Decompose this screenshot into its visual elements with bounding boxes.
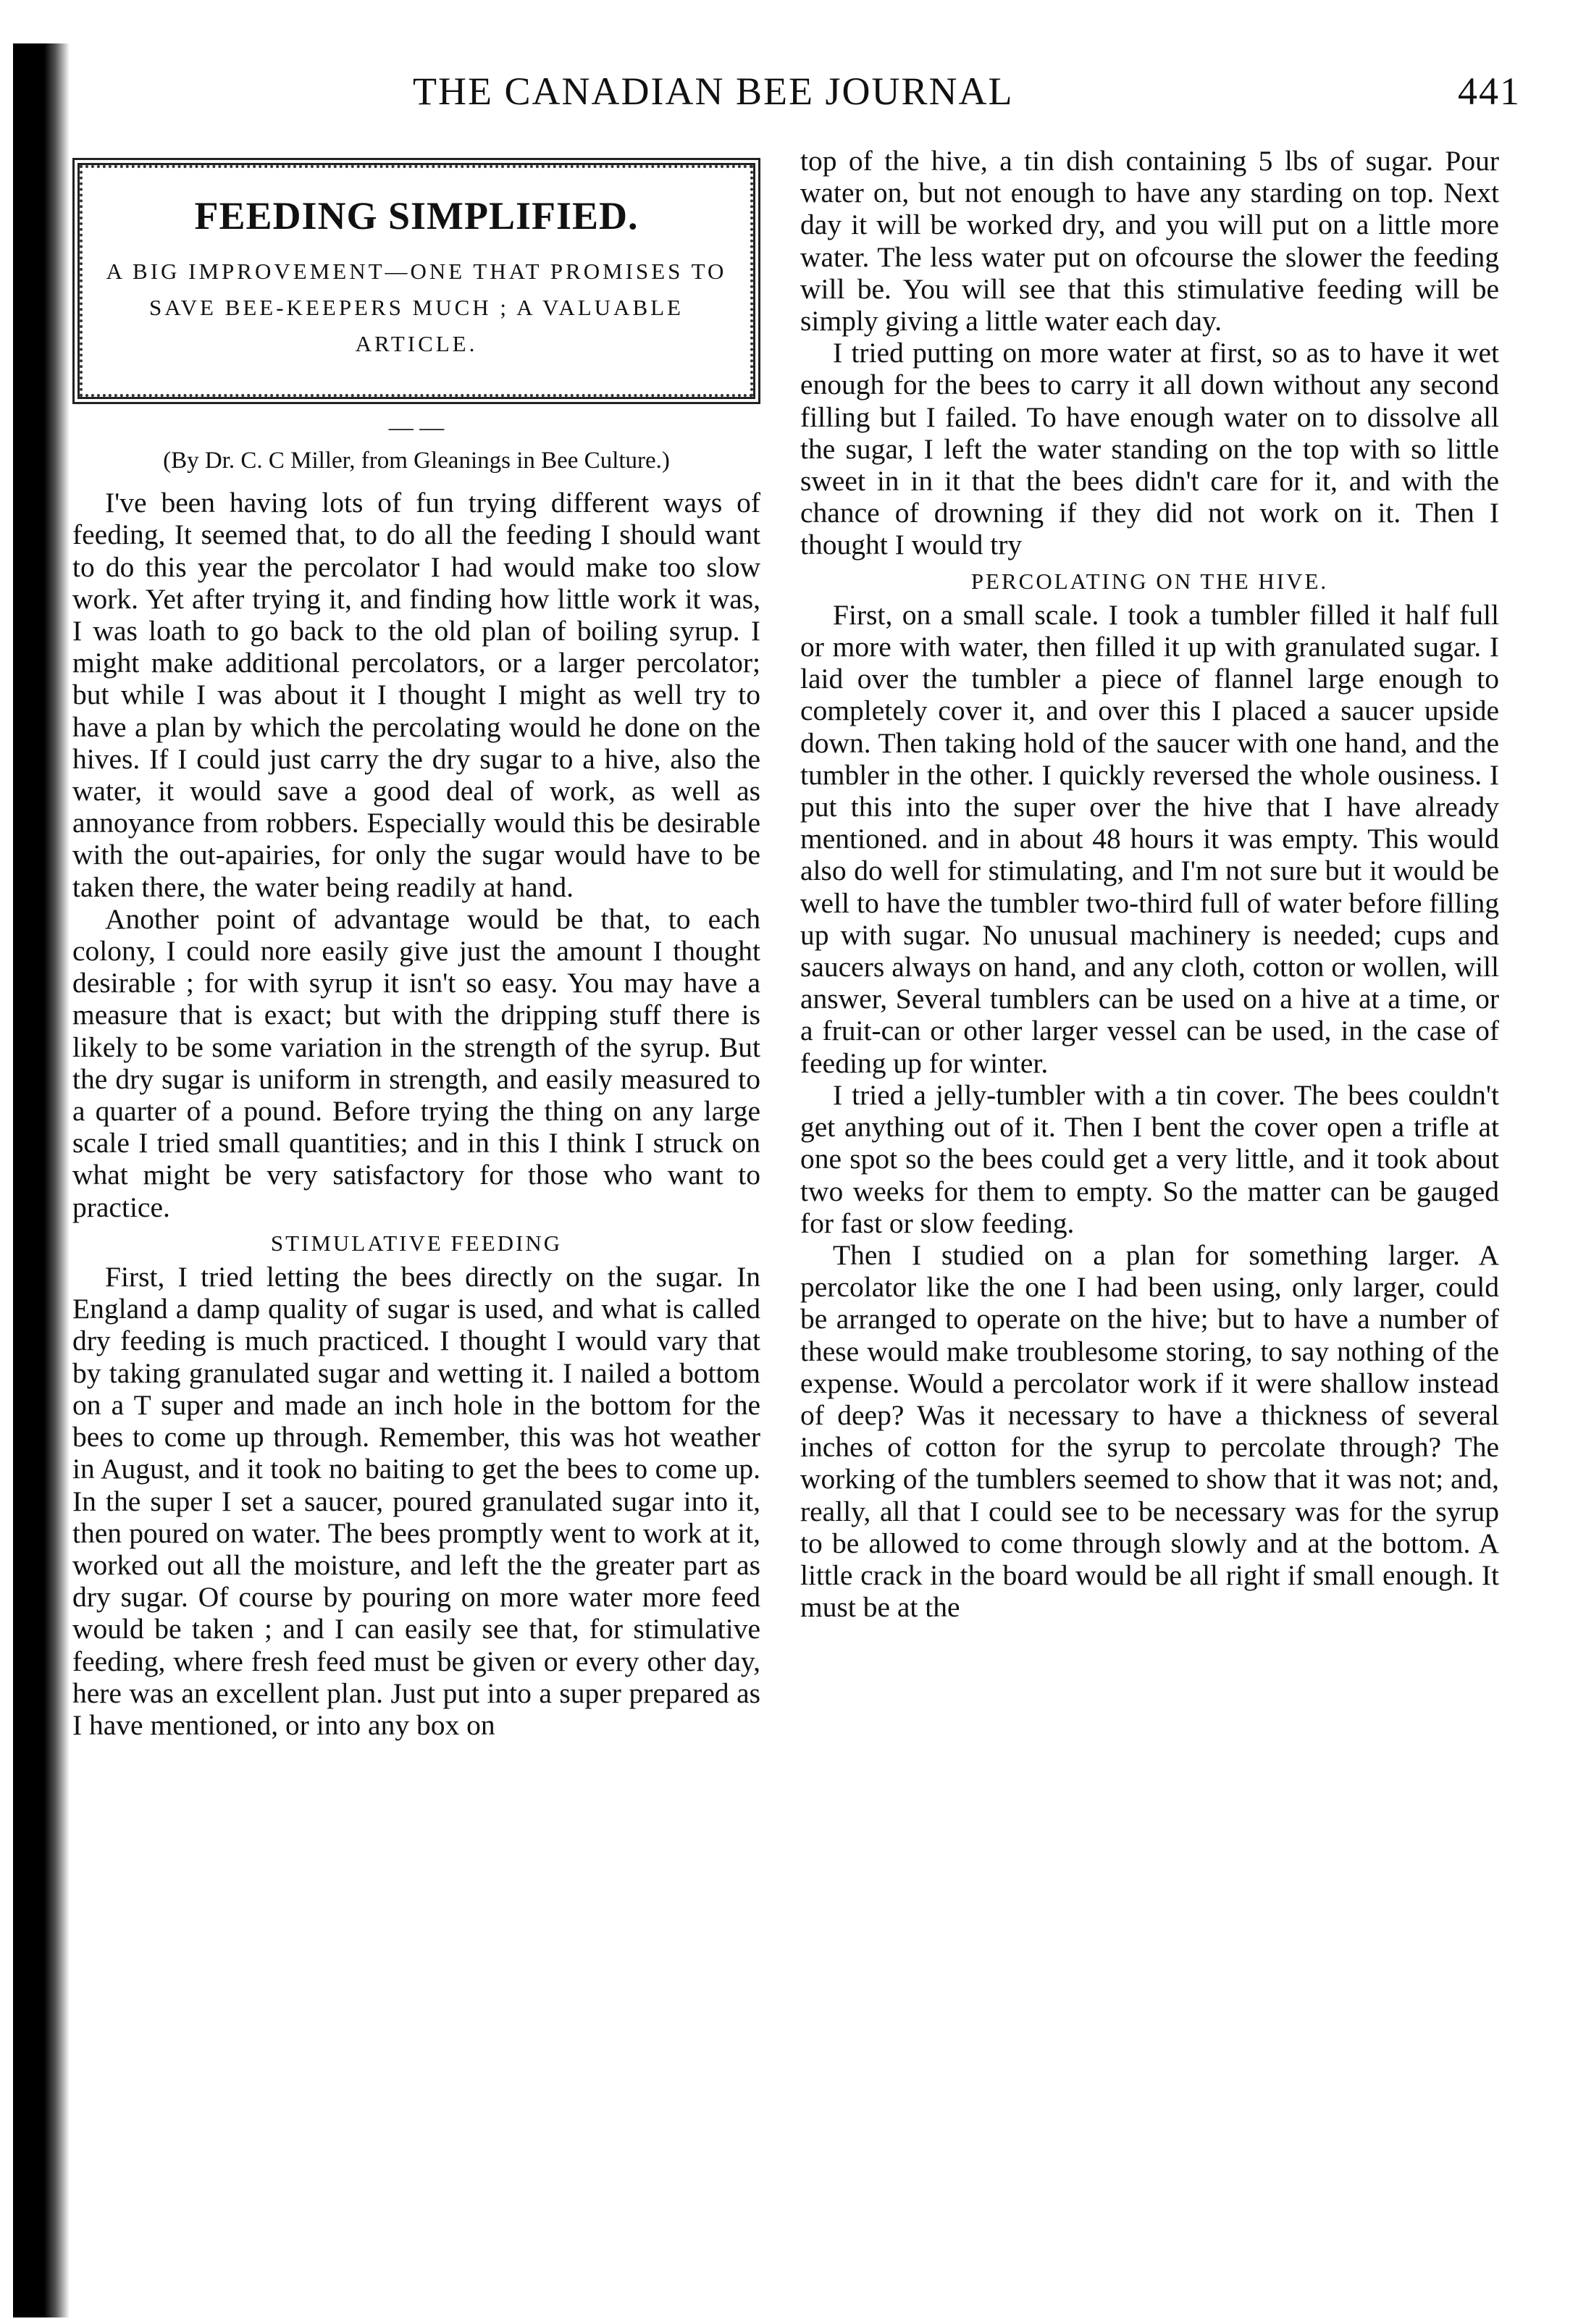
paragraph: Another point of advantage would be that, to each colony, I could nore easily give just the amount I thought desirable ; for with syrup it isn't so easy. You may have a measure that is exact; but with the dripping stuff there is likely to be some variation in the strength of the syrup. But the dry sugar is uniform in strength, and easily measured to a quarter of a pound. Before trying the thing on any large scale I tried small quantities; and in this I think I struck on what might be very satisfactory for those who want to practice. xyxy=(72,902,760,1223)
article-title-box xyxy=(72,158,760,404)
divider: — — xyxy=(388,414,445,441)
paragraph: I tried a jelly-tumbler with a tin cover. The bees couldn't get anything out of it. Then I bent the cover open a trifle at one spot so the bees could get a very little, and it took about two weeks for them to empty. So the matter can be gauged for fast or slow feeding. xyxy=(800,1078,1499,1239)
paragraph: I tried putting on more water at first, so as to have it wet enough for the bees to carry it all down without any second filling but I failed. To have enough water on to dissolve all the sugar, I left the water standing on the top with so little sweet in in it that the bees didn't care for it, and with the chance of drowning if they did not work on it. Then I thought I would try xyxy=(800,337,1499,561)
section-heading: STIMULATIVE FEEDING xyxy=(270,1230,563,1256)
running-header xyxy=(413,69,1521,119)
page-number: 441 xyxy=(1458,70,1521,113)
right-column xyxy=(800,145,1499,1623)
paragraph: First, I tried letting the bees directly on the sugar. In England a damp quality of sugar is used, and what is called dry feeding is much practiced. I thought I would vary that by taking granulated sugar and wetting it. I nailed a bottom on a T super and made an inch hole in the bottom for the bees to come up through. Remember, this was hot weather in August, and it took no baiting to get the bees to come up. In the super I set a saucer, poured granulated sugar into it, then poured on water. The bees promptly went to work at it, worked out all the moisture, and left the the greater part as dry sugar. Of course by pouring on more water more feed would be taken ; and I can easily see that, for stimulative feeding, where fresh feed must be given or every other day, here was an excellent plan. Just put into a super prepared as I have mentioned, or into any box on xyxy=(72,1261,760,1741)
journal-title: THE CANADIAN BEE JOURNAL xyxy=(413,70,1014,113)
article-byline: (By Dr. C. C Miller, from Gleanings in Bee Culture.) xyxy=(163,448,670,474)
paragraph: I've been having lots of fun trying different ways of feeding, It seemed that, to do all the feeding I should want to do this year the percolator I had would make too slow work. Yet after trying it, and finding how little work it was, I was loath to go back to the old plan of boiling syrup. I might make additional percolators, or a larger percolator; but while I was about it I thought I might as well try to have a plan by which the percolating would he done on the hives. If I could just carry the dry sugar to a hive, also the water, it would save a good deal of work, as well as annoyance from robbers. Especially would this be desirable with the out-apairies, for only the sugar would have to be taken there, the water being readily at hand. xyxy=(72,487,760,903)
paragraph: First, on a small scale. I took a tumbler filled it half full or more with water, then filled it up with granulated sugar. I laid over the tumbler a piece of flannel large enough to completely cover it, and over this I placed a saucer upside down. Then taking hold of the saucer with one hand, and the tumbler in the other. I quickly reversed the whole ousiness. I put this into the super over the hive that I have already mentioned. and in about 48 hours it was empty. This would also do well for stimulating, and I'm not sure but it would be well to have the tumbler two-third full of water before filling up with sugar. No unusual machinery is needed; cups and saucers always on hand, and any cloth, cotton or wollen, will answer, Several tumblers can be used on a hive at a time, or a fruit-can or other larger vessel can be used, in the case of feeding up for winter. xyxy=(800,598,1499,1079)
left-column xyxy=(72,145,760,1741)
page-spine-shadow xyxy=(13,43,70,2317)
paragraph: Then I studied on a plan for something larger. A percolator like the one I had been using, only larger, could be arranged to operate on the hive; but to have a number of these would make troublesome storing, to say nothing of the expense. Would a percolator work if it were shallow instead of deep? Was it necessary to have a thickness of several inches of cotton for the syrup to percolate through? The working of the tumblers seemed to show that it was not; and, really, all that I could see to be necessary was for the syrup to be allowed to come through slowly and at the bottom. A little crack in the board would be all right if small enough. It must be at the xyxy=(800,1238,1499,1624)
paragraph: top of the hive, a tin dish containing 5 lbs of sugar. Pour water on, but not enough to have any starding on top. Next day it will be worked dry, and you will put on a little more water. The less water put on ofcourse the slower the feeding will be. You will see that this stimulative feeding will be simply giving a little water each day. xyxy=(800,145,1499,337)
article-subtitle: A BIG IMPROVEMENT—ONE THAT PROMISES TO SAVE BEE-KEEPERS MUCH ; A VALUABLE ARTICLE. xyxy=(106,259,727,357)
section-heading: PERCOLATING ON THE HIVE. xyxy=(970,568,1329,594)
article-title: FEEDING SIMPLIFIED. xyxy=(194,194,639,238)
